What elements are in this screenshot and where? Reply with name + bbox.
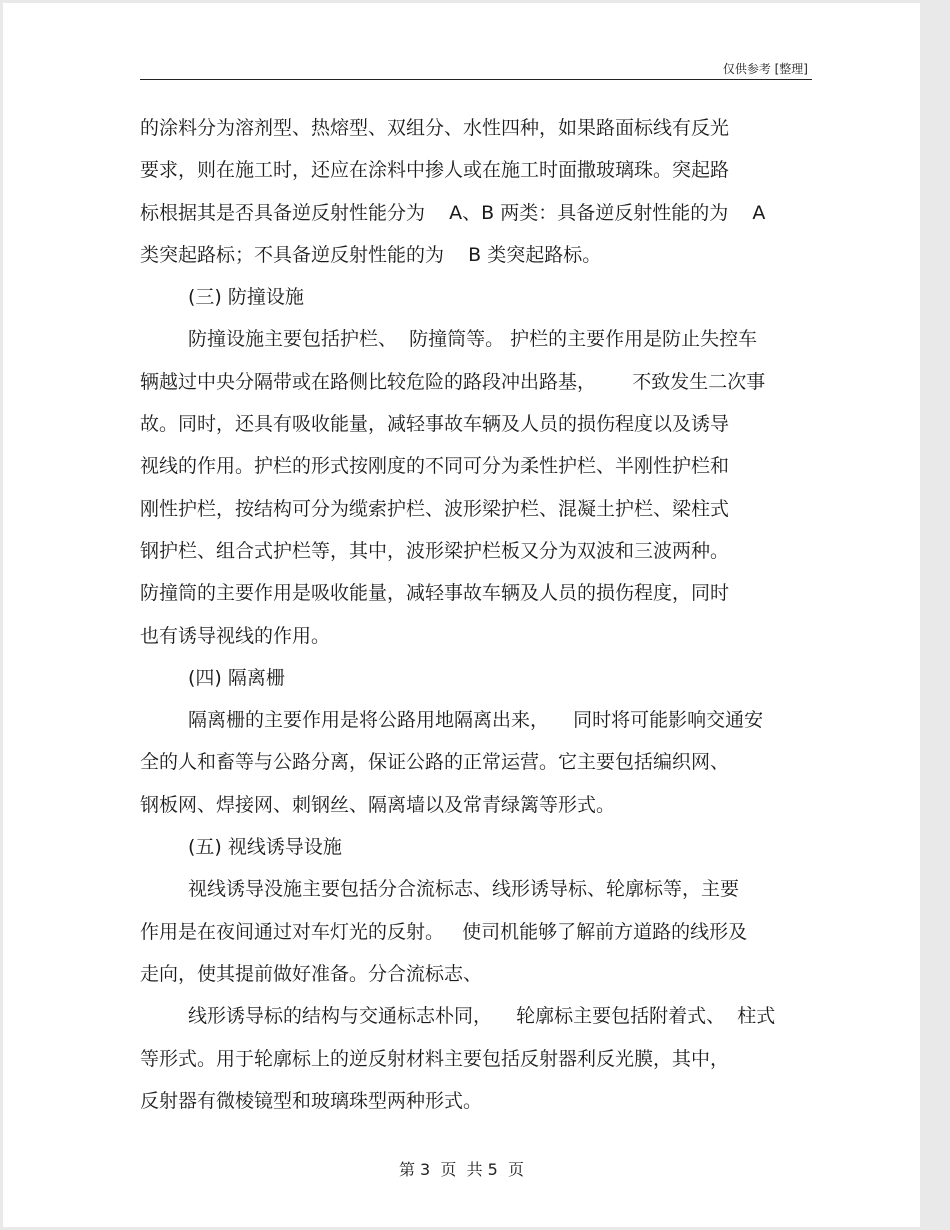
text-line: 等形式。用于轮廓标上的逆反射材料主要包括反射器利反光膜，其中， (140, 1047, 730, 1070)
text-line: 视线的作用。护栏的形式按刚度的不同可分为柔性护栏、半刚性护栏和 (140, 455, 730, 478)
text-line: 故。同时，还具有吸收能量，减轻事故车辆及人员的损伤程度以及诱导 (140, 413, 730, 436)
text-line: 刚性护栏，按结构可分为缆索护栏、波形梁护栏、混凝土护栏、梁柱式 (140, 497, 730, 520)
text-line: 线形诱导标的结构与交通标志朴同， 轮廓标主要包括附着式、 柱式 (188, 1005, 776, 1028)
text-line: 走向，使其提前做好准备。分合流标志、 (140, 962, 483, 985)
text-line: 类突起路标；不具备逆反射性能的为 B 类突起路标。 (140, 243, 602, 266)
text-line: 隔离栅的主要作用是将公路用地隔离出来， 同时将可能影响交通安 (188, 709, 764, 732)
text-line: 防撞设施主要包括护栏、 防撞筒等。 护栏的主要作用是防止失控车 (188, 328, 758, 351)
text-line: 全的人和畜等与公路分离，保证公路的正常运营。它主要包括编织网、 (140, 751, 730, 774)
text-line: 反射器有微棱镜型和玻璃珠型两种形式。 (140, 1089, 483, 1112)
page-number-footer: 第 3 页 共 5 页 (398, 1160, 525, 1179)
document-body (140, 107, 820, 1122)
section-heading: (五) 视线诱导设施 (188, 836, 342, 859)
text-line: 也有诱导视线的作用。 (140, 624, 331, 647)
section-heading: (四) 隔离栅 (188, 666, 285, 689)
text-line: 要求，则在施工时，还应在涂料中掺人或在施工时面撒玻璃珠。突起路 (140, 159, 730, 182)
header-divider (140, 79, 812, 80)
text-line: 钢板网、焊接网、刺钢丝、隔离墙以及常青绿篱等形式。 (140, 793, 616, 816)
section-heading: (三) 防撞设施 (188, 286, 304, 309)
text-line: 视线诱导没施主要包括分合流标志、线形诱导标、轮廓标等，主要 (188, 878, 740, 901)
document-page (3, 3, 920, 1227)
text-line: 防撞筒的主要作用是吸收能量，减轻事故车辆及人员的损伤程度，同时 (140, 582, 730, 605)
text-line: 标根据其是否具备逆反射性能分为 A、B 两类：具备逆反射性能的为 A (140, 201, 766, 224)
page-header: 仅供参考 [整理] (722, 62, 808, 76)
text-line: 的涂料分为溶剂型、热熔型、双组分、水性四种，如果路面标线有反光 (140, 117, 730, 139)
text-line: 作用是在夜间通过对车灯光的反射。 使司机能够了解前方道路的线形及 (140, 920, 748, 943)
text-line: 钢护栏、组合式护栏等，其中，波形梁护栏板又分为双波和三波两种。 (140, 539, 730, 562)
text-line: 辆越过中央分隔带或在路侧比较危险的路段冲出路基， 不致发生二次事 (140, 370, 766, 393)
